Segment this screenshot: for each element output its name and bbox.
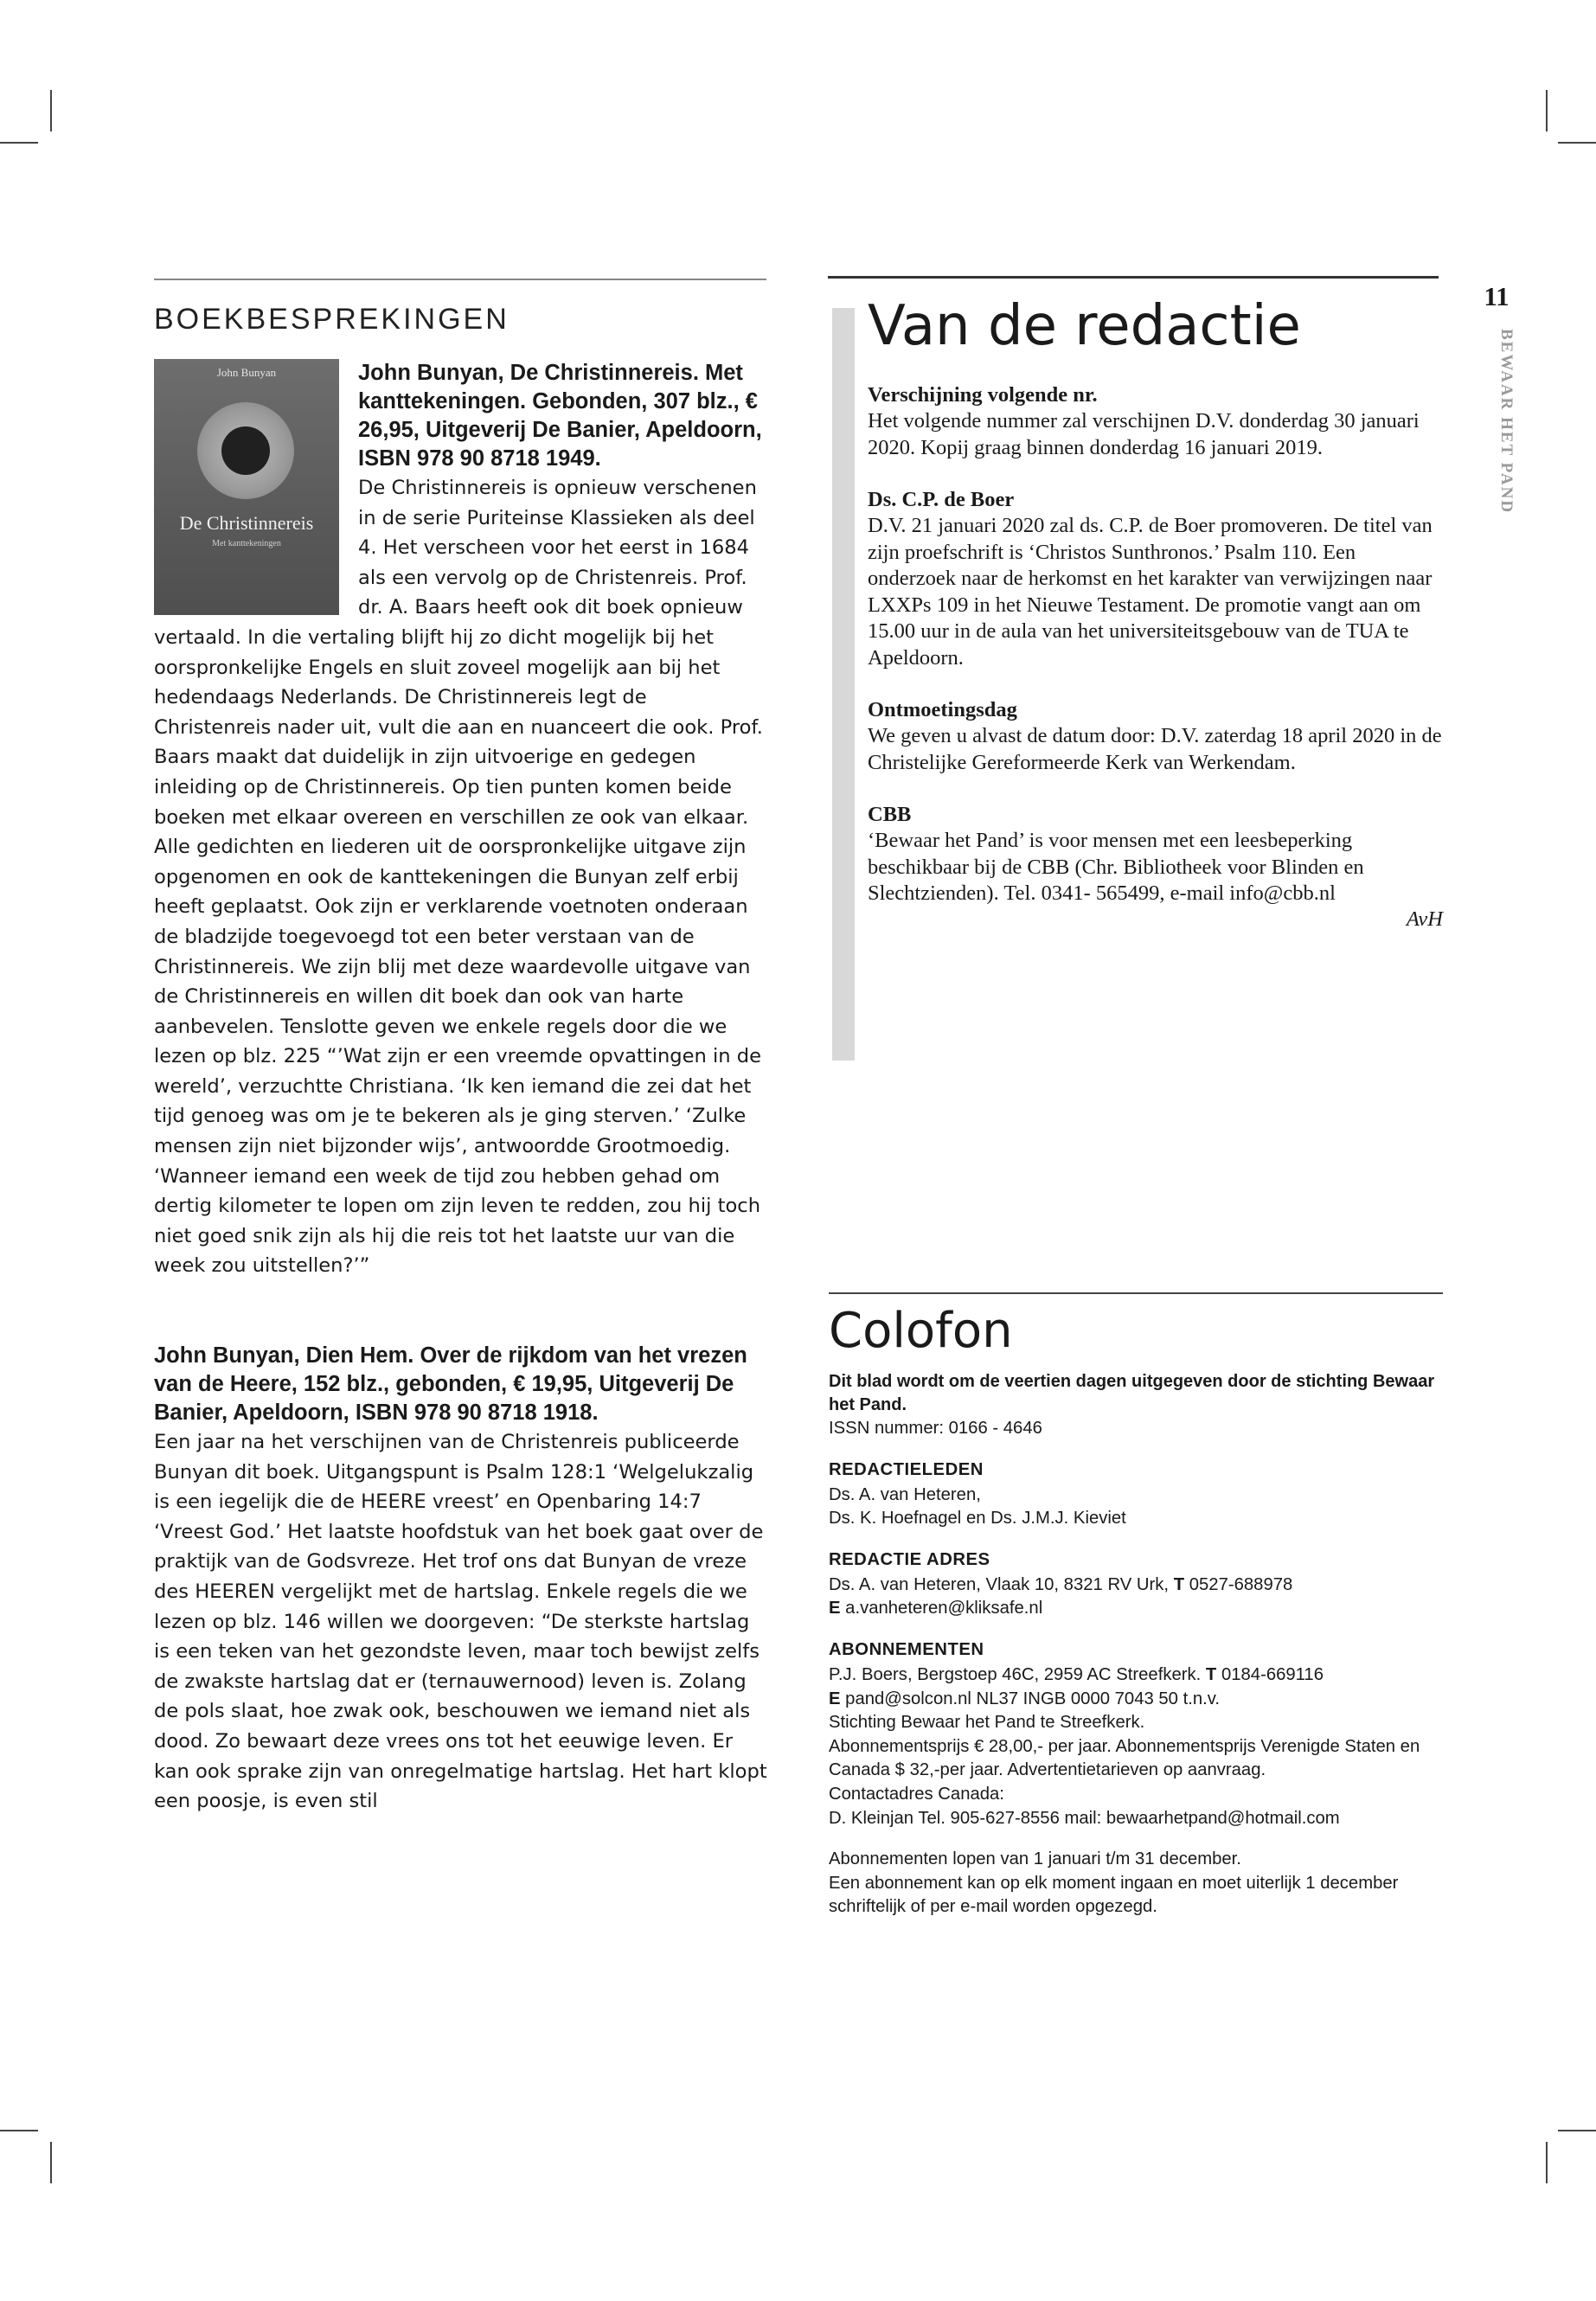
- cover-subtitle: Met kanttekeningen: [212, 539, 281, 548]
- redactie-item: [868, 802, 1443, 907]
- redactie-item-text: ‘Bewaar het Pand’ is voor mensen met een leesbeperking beschikbaar bij de CBB (Chr. Bibliotheek voor Blinden en Slechtzienden). Tel. 0341- 565499, e-mail info@cbb.nl: [868, 829, 1364, 905]
- crop-mark-bottom-left-v: [50, 2142, 52, 2183]
- review-2: [154, 1342, 768, 1817]
- redactie-adres-heading: REDACTIE ADRES: [829, 1549, 990, 1569]
- email-label: E: [829, 1689, 841, 1708]
- abonnementen-address: P.J. Boers, Bergstoep 46C, 2959 AC Streefkerk.: [829, 1664, 1206, 1684]
- crop-mark-top-left-v: [50, 90, 52, 131]
- redactie-item: [868, 697, 1443, 776]
- review-2-heading: John Bunyan, Dien Hem. Over de rijkdom van het vrezen van de Heere, 152 blz., gebonden, € 19,95, Uitgeverij De Banier, Apeldoorn, ISBN 978 90 8718 1918.: [154, 1343, 747, 1426]
- crop-mark-top-right-h: [1558, 142, 1596, 144]
- review-1-heading: John Bunyan, De Christinnereis. Met kanttekeningen. Gebonden, 307 blz., € 26,95, Uitgeverij De Banier, Apeldoorn, ISBN 978 90 8718 1949.: [358, 361, 762, 471]
- cover-title: De Christinnereis: [179, 512, 314, 534]
- redactieleden-line-2: Ds. K. Hoefnagel en Ds. J.M.J. Kieviet: [829, 1509, 1126, 1529]
- left-column-top-rule: [154, 279, 766, 280]
- phone-label: T: [1173, 1574, 1185, 1594]
- abonnementen-phone: 0184-669116: [1216, 1664, 1324, 1684]
- colofon-content: [829, 1370, 1452, 1920]
- crop-mark-bottom-left-h: [0, 2130, 38, 2131]
- colofon-title: Colofon: [829, 1303, 1013, 1359]
- redactie-phone: 0527-688978: [1184, 1574, 1293, 1594]
- review-1-body: De Christinnereis is opnieuw verschenen in de serie Puriteinse Klassieken als deel 4. Het verscheen voor het eerst in 1684 als een vervolg op de Christenreis. Prof. dr. A. Baars heeft ook dit boek opnieuw vertaald. In die vertaling blijft hij zo dicht mogelijk bij het oorspronkelijke Engels en sluit zoveel mogelijk aan bij het hedendaags Nederlands. De Christinnereis legt de Christenreis nader uit, vult die aan en nuanceert die ook. Prof. Baars maakt dat duidelijk in zijn uitvoerige en gedegen inleiding op de Christinnereis. Op tien punten komen beide boeken met elkaar overeen en verschillen ze ook van elkaar. Alle gedichten en liederen uit de oorspronkelijke uitgave zijn opgenomen en ook de kanttekeningen die Bunyan zelf erbij heeft geplaatst. Ook zijn er verklarende voetnoten onderaan de bladzijde toegevoegd tot een beter verstaan van de Christinnereis. We zijn blij met deze waardevolle uitgave van de Christinnereis en willen dit boek dan ook van harte aanbevelen. Tenslotte geven we enkele regels door die we lezen op blz. 225 “’Wat zijn er een vreemde opvattingen in de wereld’, verzuchtte Christiana. ‘Ik ken iemand die zei dat het tijd genoeg was om je te bekeren als je ging sterven.’ ‘Zulke mensen zijn niet bijzonder wijs’, antwoordde Grootmoedig. ‘Wanneer iemand een week de tijd zou hebben gehad om dertig kilometer te lopen om zijn leven te redden, zou hij toch niet goed snik zijn als hij die reis tot het laatste uur van die week zou uitstellen?’”: [154, 477, 763, 1278]
- abonnementen-address-line: [829, 1663, 1452, 1688]
- page-number: 11: [1484, 281, 1509, 311]
- abonnementen-email-line: [829, 1688, 1452, 1712]
- crop-mark-top-right-v: [1546, 90, 1548, 131]
- redactie-adres-line: [829, 1574, 1452, 1598]
- redactie-item-text: We geven u alvast de datum door: D.V. zaterdag 18 april 2020 in de Christelijke Gereformeerde Kerk van Werkendam.: [868, 724, 1442, 774]
- redactie-item-heading: Verschijning volgende nr.: [868, 383, 1098, 407]
- redactie-signature: AvH: [1406, 907, 1443, 931]
- abonnementen-email-bank: pand@solcon.nl NL37 INGB 0000 7043 50 t.n.v.: [840, 1689, 1221, 1708]
- redactie-address: Ds. A. van Heteren, Vlaak 10, 8321 RV Urk,: [829, 1574, 1174, 1594]
- redactie-item-text: Het volgende nummer zal verschijnen D.V. donderdag 30 januari 2020. Kopij graag binnen donderdag 16 januari 2019.: [868, 409, 1420, 459]
- crop-mark-bottom-right-v: [1546, 2142, 1548, 2183]
- redactie-item-heading: Ontmoetingsdag: [868, 698, 1017, 721]
- redactie-item: [868, 382, 1443, 461]
- colofon-issn: ISSN nummer: 0166 - 4646: [829, 1419, 1042, 1438]
- redactie-email: a.vanheteren@kliksafe.nl: [840, 1599, 1043, 1618]
- redactie-content: [868, 382, 1443, 932]
- redactie-item-heading: CBB: [868, 803, 912, 826]
- abonnementen-line-4: Abonnementsprijs € 28,00,- per jaar. Abonnementsprijs Verenigde Staten en Canada $ 32,-per jaar. Advertentietarieven op aanvraag.: [829, 1736, 1420, 1780]
- redactie-item-text: D.V. 21 januari 2020 zal ds. C.P. de Boer promoveren. De titel van zijn proefschrift is ‘Christos Sunthronos.’ Psalm 110. Een onderzoek naar de herkomst en het karakter van verwijzingen naar LXXPs 109 in het Nieuwe Testament. De promotie vangt aan om 15.00 uur in de aula van het universiteitsgebouw van de TUA te Apeldoorn.: [868, 514, 1433, 670]
- phone-label: T: [1205, 1664, 1217, 1684]
- abonnementen-heading: ABONNEMENTEN: [829, 1639, 984, 1659]
- cover-author: John Bunyan: [216, 366, 277, 379]
- redactie-top-rule: [828, 276, 1439, 279]
- review-2-body: Een jaar na het verschijnen van de Christenreis publiceerde Bunyan dit boek. Uitgangspunt is Psalm 128:1 ‘Welgelukzalig is een iegelijk die de HEERE vreest’ en Openbaring 14:7 ‘Vreest God.’ Het laatste hoofdstuk van het boek gaat over de praktijk van de Godsvreze. Het trof ons dat Bunyan de vreze des HEEREN vergelijkt met de hartslag. Enkele regels die we lezen op blz. 146 willen we doorgeven: “De sterkste hartslag is een teken van het gezondste leven, maar toch bewijst zelfs de zwakste hartslag dat er (ternauwernood) leven is. Zolang de pols slaat, hoe zwak ook, beschouwen we iemand niet als dood. Zo bewaart deze vrees ons tot het eeuwige leven. Er kan ook sprake zijn van onregelmatige hartslag. Het hart klopt een poosje, is even stil: [154, 1431, 767, 1813]
- redactie-item: [868, 487, 1443, 671]
- colofon-intro: Dit blad wordt om de veertien dagen uitgegeven door de stichting Bewaar het Pand.: [829, 1372, 1435, 1414]
- colofon-footer-line-2: Een abonnement kan op elk moment ingaan en moet uiterlijk 1 december schriftelijk of per e-mail worden opgezegd.: [829, 1873, 1399, 1917]
- review-1: [154, 359, 768, 1281]
- portrait-icon: [221, 426, 270, 475]
- redactie-item-heading: Ds. C.P. de Boer: [868, 488, 1015, 511]
- redactie-title: Van de redactie: [868, 294, 1301, 358]
- redactieleden-heading: REDACTIELEDEN: [829, 1459, 984, 1479]
- abonnementen-line-6: D. Kleinjan Tel. 905-627-8556 mail: bewaarhetpand@hotmail.com: [829, 1808, 1340, 1828]
- colofon-top-rule: [829, 1292, 1443, 1294]
- colofon-footer-line-1: Abonnementen lopen van 1 januari t/m 31 december.: [829, 1849, 1241, 1869]
- redactie-side-bar: [832, 308, 855, 1061]
- redactie-email-line: [829, 1597, 1452, 1621]
- book-reviews-column: [154, 303, 768, 1817]
- redactieleden-line-1: Ds. A. van Heteren,: [829, 1484, 981, 1504]
- cover-medallion: [197, 402, 294, 499]
- abonnementen-line-3: Stichting Bewaar het Pand te Streefkerk.: [829, 1713, 1145, 1733]
- abonnementen-line-5: Contactadres Canada:: [829, 1784, 1004, 1804]
- email-label: E: [829, 1599, 841, 1618]
- crop-mark-bottom-right-h: [1558, 2130, 1596, 2131]
- side-label: BEWAAR HET PAND: [1497, 329, 1516, 515]
- section-label: BOEKBESPREKINGEN: [154, 303, 510, 336]
- book-cover-image: [154, 359, 339, 615]
- crop-mark-top-left-h: [0, 142, 38, 144]
